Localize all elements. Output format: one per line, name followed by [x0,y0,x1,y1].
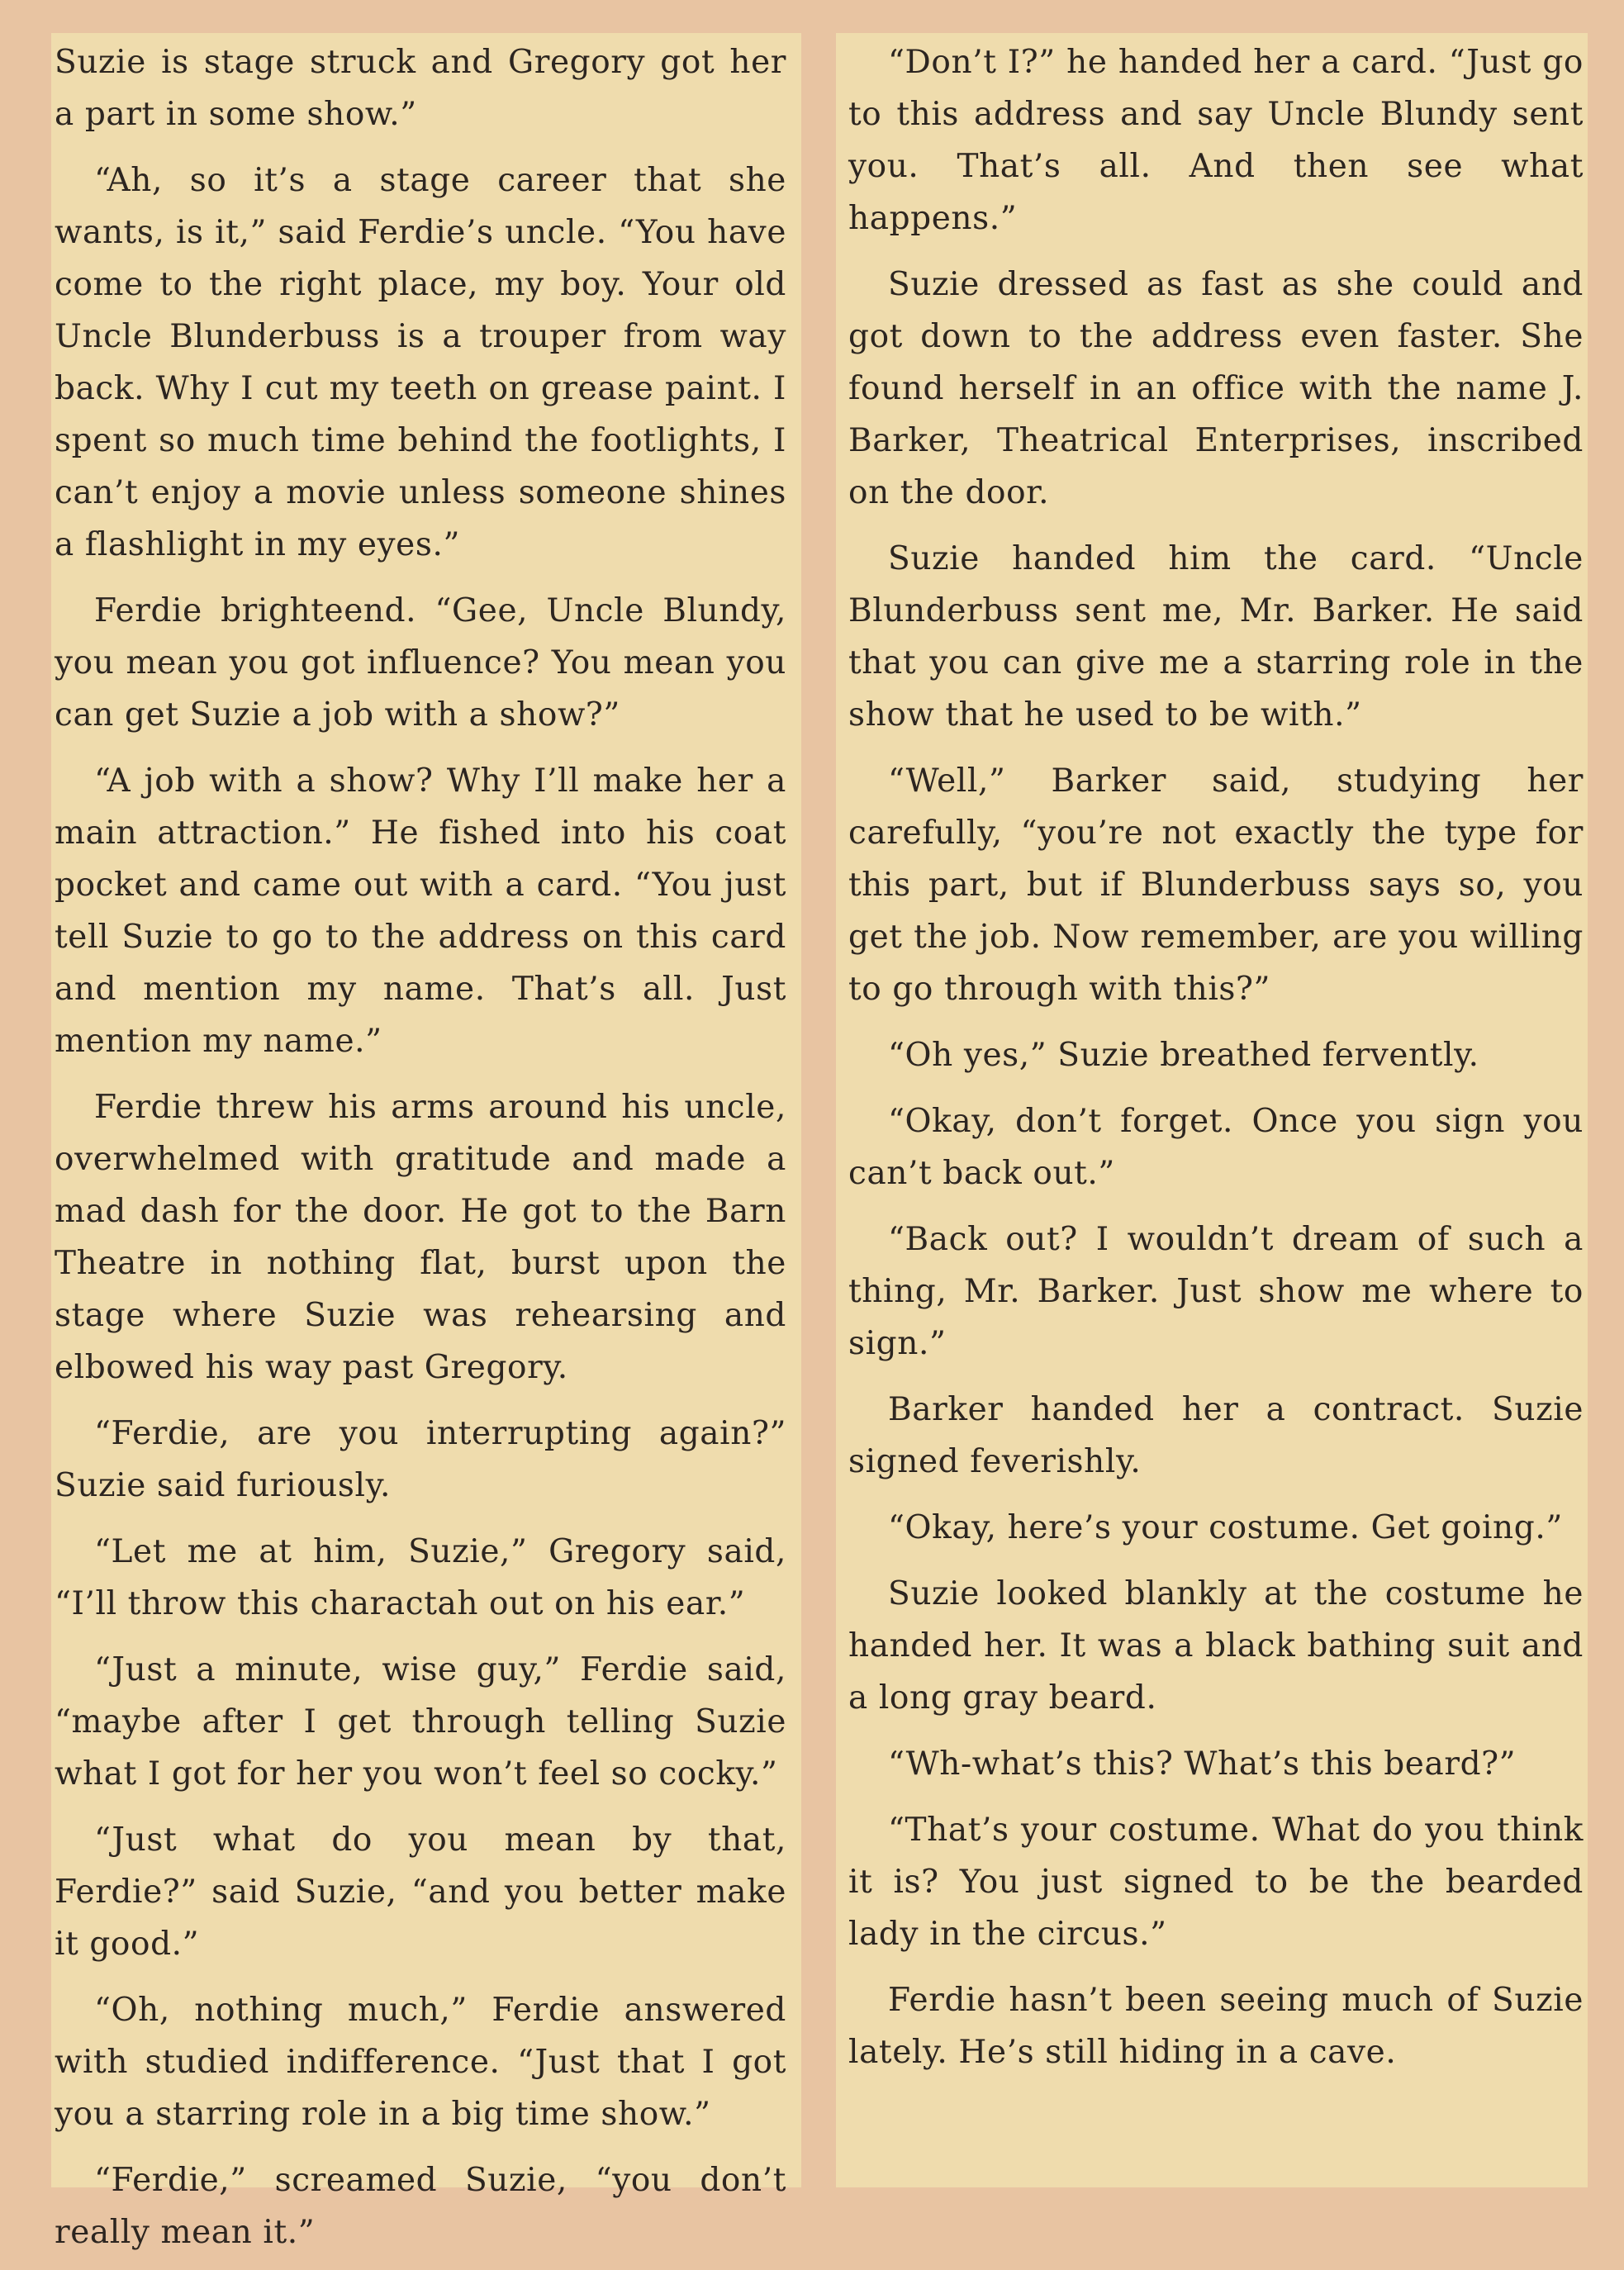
paragraph: “Let me at him, Suzie,” Gregory said, “I’ll throw this charactah out on his ear.” [55,1533,786,1622]
paragraph: “Okay, don’t forget. Once you sign you can’t back out.” [848,1103,1584,1192]
paragraph: “Wh-what’s this? What’s this beard?” [888,1745,1517,1783]
paragraph: “Oh, nothing much,” Ferdie answered with studied indifference. “Just that I got you a starring role in a big time show.” [55,1992,786,2133]
paragraph: Ferdie brighteend. “Gee, Uncle Blundy, you mean you got influence? You mean you can get Suzie a job with a show?” [55,592,786,734]
paragraph: “Just what do you mean by that, Ferdie?” said Suzie, “and you better make it good.” [55,1821,786,1963]
paragraph: “Just a minute, wise guy,” Ferdie said, “maybe after I get through telling Suzie what I got for her you won’t feel so cocky.” [55,1651,786,1793]
paragraph: “Ferdie,” screamed Suzie, “you don’t really mean it.” [55,2162,786,2251]
paragraph: “Ferdie, are you interrupting again?” Suzie said furiously. [55,1415,786,1504]
left-text-column [55,36,786,2258]
paragraph: “Oh yes,” Suzie breathed fervently. [888,1037,1479,1074]
paragraph: “Don’t I?” he handed her a card. “Just go to this address and say Uncle Blundy sent you. That’s all. And then see what happens.” [848,44,1584,237]
paragraph: “A job with a show? Why I’ll make her a main attraction.” He fished into his coat pocket and came out with a card. “You just tell Suzie to go to the address on this card and mention my name. That’s all. Just mention my name.” [55,762,786,1060]
paragraph: Ferdie threw his arms around his uncle, overwhelmed with gratitude and made a mad dash for the door. He got to the Barn Theatre in nothing flat, burst upon the stage where Suzie was rehearsing and elbowed his way past Gregory. [55,1089,786,1386]
paragraph: “Okay, here’s your costume. Get going.” [888,1509,1563,1546]
paragraph: “Well,” Barker said, studying her carefully, “you’re not exactly the type for this part, but if Blunderbuss says so, you get the job. Now remember, are you willing to go through with this?” [848,762,1584,1008]
paragraph: Suzie handed him the card. “Uncle Blunderbuss sent me, Mr. Barker. He said that you can give me a starring role in the show that he used to be with.” [848,540,1584,734]
paragraph: “Ah, so it’s a stage career that she wants, is it,” said Ferdie’s uncle. “You have come to the right place, my boy. Your old Uncle Blunderbuss is a trouper from way back. Why I cut my teeth on grease paint. I spent so much time behind the footlights, I can’t enjoy a movie unless someone shines a flashlight in my eyes.” [55,162,786,563]
paragraph: Suzie dressed as fast as she could and got down to the address even faster. She found herself in an office with the name J. Barker, Theatrical Enterprises, inscribed on the door. [848,266,1584,511]
paragraph: Suzie looked blankly at the costume he handed her. It was a black bathing suit and a long gray beard. [848,1575,1584,1717]
paragraph: “That’s your costume. What do you think it is? You just signed to be the bearded lady in the circus.” [848,1812,1584,1953]
paragraph: Suzie is stage struck and Gregory got her a part in some show.” [55,44,786,133]
right-text-column [848,36,1584,2078]
paragraph: Barker handed her a contract. Suzie signed feverishly. [848,1391,1584,1480]
paragraph: “Back out? I wouldn’t dream of such a thing, Mr. Barker. Just show me where to sign.” [848,1221,1584,1362]
paragraph: Ferdie hasn’t been seeing much of Suzie lately. He’s still hiding in a cave. [848,1982,1584,2071]
